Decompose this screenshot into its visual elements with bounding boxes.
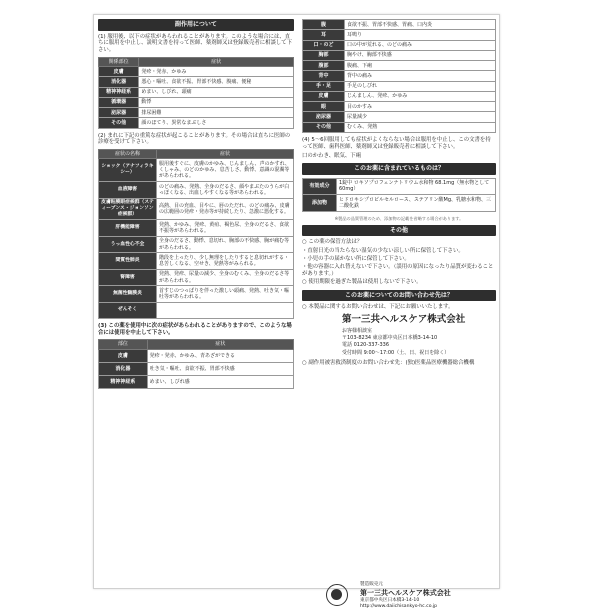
cell-part: 消化器: [99, 77, 139, 87]
symptoms-table-continued: [302, 19, 496, 133]
cell-part: 皮膚: [99, 67, 139, 77]
left-column: [98, 19, 294, 584]
cell-symptom: 尿量減少: [344, 112, 495, 122]
table-row: [303, 102, 496, 112]
right-column: [302, 19, 496, 584]
other-header: その他: [302, 225, 496, 237]
cell-symptom: 口の中が荒れる、のどの痛み: [344, 40, 495, 50]
cell-part: 泌尿器: [303, 112, 345, 122]
cell-part: 手・足: [303, 81, 345, 91]
cell-symptom: 胸やけ、胸部不快感: [344, 50, 495, 60]
list-item: ・直射日光の当たらない湿気の少ない涼しい所に保管して下さい。: [302, 247, 464, 254]
side-effects-header: 副作用について: [98, 19, 294, 31]
company-logo-icon: [326, 584, 348, 606]
table-row: [303, 122, 496, 132]
cell-key: 添加物: [303, 195, 337, 212]
cell-symptom: 吐き気・嘔吐、食欲不振、胃部不快感: [147, 362, 293, 375]
cell-part: 背中: [303, 71, 345, 81]
address-line: 〒103-8234 東京都中央区日本橋3-14-10: [342, 335, 438, 342]
cell-symptom: 目のかすみ: [344, 102, 495, 112]
cell-symptom: 階段を上ったり、少し無理をしたりすると息切れがする・息苦しくなる、空せき、発熱等がみられる。: [157, 253, 294, 270]
table-row: [303, 30, 496, 40]
list-item: ○ 使用期限を過ぎた製品は使用しないで下さい。: [302, 279, 422, 285]
cell-symptom: 手足のしびれ: [344, 81, 495, 91]
intro-paragraph-1: (1) 服用後、以下の症状があらわれることがあります。このような場合には、直ちに服用を中止し、説明文書を持って医師、薬剤師又は登録販売者に相談して下さい。: [98, 33, 293, 53]
table-header: 症状: [147, 340, 293, 349]
relief-system-paragraph: ○ 副作用被害救済制度のお問い合わせ先：(独)医薬品医療機器総合機構: [302, 359, 475, 366]
table-row: [99, 220, 294, 237]
cell-part: 泌尿器: [99, 108, 139, 118]
table-row: [303, 178, 496, 195]
cell-symptom: めまい、しびれ感: [147, 375, 293, 388]
cell-symptom: 顔のほてり、異常なまぶしさ: [139, 118, 294, 128]
serious-symptoms-table: [98, 149, 294, 319]
cell-part: その他: [99, 118, 139, 128]
table-row: [99, 159, 294, 182]
table-row: [99, 87, 294, 97]
cell-symptom: 首すじのつっぱりを伴った激しい頭痛、発熱、吐き気・嘔吐等があらわれる。: [157, 286, 294, 303]
address-line: 受付時間 9:00〜17:00（土、日、祝日を除く）: [342, 349, 450, 356]
table-row: [303, 71, 496, 81]
table-row: [99, 375, 294, 388]
footer-url: http://www.daiichisankyo-hc.co.jp: [360, 604, 438, 610]
cell-symptom: 全身のだるさ、動悸、息切れ、胸部の不快感、胸が痛む等があらわれる。: [157, 236, 294, 253]
cell-symptom: 動悸: [139, 97, 294, 107]
table-row: [99, 182, 294, 199]
contact-line: ○ 本製品に関するお問い合わせは、下記にお願いいたします。: [302, 304, 454, 311]
cell-symptom: むくみ、発熱: [344, 122, 495, 132]
cell-part: 胸部: [303, 50, 345, 60]
table-header: 部位: [99, 340, 148, 349]
cell-part: 消化器: [99, 362, 148, 375]
table-header: 関係部位: [99, 57, 139, 66]
cell-key: 有効成分: [303, 178, 337, 195]
table-row: [99, 108, 294, 118]
cell-name: 肝機能障害: [99, 220, 157, 237]
cell-symptom: めまい、しびれ、頭痛: [139, 87, 294, 97]
cell-name: 無菌性髄膜炎: [99, 286, 157, 303]
table-row: [99, 77, 294, 87]
intro-paragraph-3: (3) この薬を使用中に次の症状があらわれることがありますので、このような場合には使用を中止して下さい。: [98, 322, 292, 336]
table-header: 症状: [157, 150, 294, 159]
footer-address: 東京都中央区日本橋3-14-10: [360, 598, 420, 604]
table-row: [99, 118, 294, 128]
cell-part: 口・のど: [303, 40, 345, 50]
table-row: [99, 198, 294, 220]
cell-part: 精神神経系: [99, 87, 139, 97]
cell-symptom: 高熱、目の充血、目やに、唇のただれ、のどの痛み、皮膚の広範囲の発疹・発赤等が持続したり、急激に悪化する。: [157, 198, 294, 220]
cell-symptom: 発熱、かゆみ、発疹、黄疸、褐色尿、全身のだるさ、食欲不振等があらわれる。: [157, 220, 294, 237]
minor-symptoms-table: [98, 339, 294, 388]
cell-part: 腹: [303, 20, 345, 30]
cell-name: うっ血性心不全: [99, 236, 157, 253]
table-row: [99, 67, 294, 77]
cell-name: 皮膚粘膜眼症候群（スティーブンス・ジョンソン症候群）: [99, 198, 157, 220]
continued-use-paragraph: (4) 5〜6回服用しても症状がよくならない場合は服用を中止し、この文書を持って医師、歯科医師、薬剤師又は登録販売者に相談して下さい。: [302, 136, 491, 150]
intro-paragraph-2: (2) まれに下記の重篤な症状が起こることがあります。その場合は直ちに医師の診療を受けて下さい。: [98, 132, 291, 146]
table-header: 症状: [139, 57, 294, 66]
cell-part: 耳: [303, 30, 345, 40]
cell-symptom: 食欲不振、胃部不快感、胃痛、口内炎: [344, 20, 495, 30]
ingredients-header: このお薬に含まれているものは？: [302, 163, 496, 175]
table-row: [303, 40, 496, 50]
cell-part: 精神神経系: [99, 375, 148, 388]
table-row: [303, 195, 496, 212]
footer-company: 第一三共ヘルスケア株式会社: [360, 588, 451, 597]
cell-value: 1錠中 ロキソプロフェンナトリウム水和物 68.1mg（無水物として60mg）: [337, 178, 496, 195]
list-item: ・小児の手の届かない所に保管して下さい。: [302, 255, 410, 262]
cell-value: ヒドロキシプロピルセルロース、ステアリン酸Mg、乳糖水和物、三二酸化鉄: [337, 195, 496, 212]
table-row: [99, 302, 294, 318]
cell-symptom: 悪心・嘔吐、食欲不振、胃部不快感、腹痛、便秘: [139, 77, 294, 87]
cell-name: 間質性肺炎: [99, 253, 157, 270]
table-row: [303, 61, 496, 71]
cell-symptom: のどの痛み、発熱、全身のだるさ、顔やまぶたのうらが白っぽくなる、出血しやすくなる等があらわれる。: [157, 182, 294, 199]
storage-list: [302, 239, 496, 286]
list-item: ○ この薬の保管方法は？: [302, 239, 363, 246]
leaflet-page: [93, 14, 500, 610]
table-row: [303, 50, 496, 60]
cell-part: その他: [303, 122, 345, 132]
cell-part: 皮膚: [99, 349, 148, 362]
contact-address: [302, 328, 496, 356]
table-row: [99, 97, 294, 107]
cell-symptom: [157, 302, 294, 318]
cell-symptom: 腹痛、下痢: [344, 61, 495, 71]
cell-name: 腎障害: [99, 269, 157, 286]
table-row: [99, 349, 294, 362]
cell-name: ショック（アナフィラキシー）: [99, 159, 157, 182]
ingredients-note: ※製品の品質管理のため、添加物の記載を省略する場合があります。: [334, 215, 464, 221]
cell-part: 腹部: [303, 61, 345, 71]
address-line: 電話 0120-337-336: [342, 342, 390, 349]
table-header: 症状の名称: [99, 150, 157, 159]
cell-symptom: 発疹・発赤、かゆみ、青あざができる: [147, 349, 293, 362]
table-row: [303, 81, 496, 91]
cell-part: 眼: [303, 102, 345, 112]
table-row: [99, 286, 294, 303]
cell-symptom: 服用後すぐに、皮膚のかゆみ、じんましん、声のかすれ、くしゃみ、のどのかゆみ、息苦しさ、動悸、意識の混濁等があらわれる。: [157, 159, 294, 182]
cell-part: 循環器: [99, 97, 139, 107]
ingredients-table: [302, 178, 496, 212]
company-name: 第一三共ヘルスケア株式会社: [342, 314, 466, 325]
cell-symptom: 耳鳴り: [344, 30, 495, 40]
address-line: お客様相談室: [342, 327, 373, 334]
cell-symptom: 背中の痛み: [344, 71, 495, 81]
continued-use-symptoms: 口のかわき、眠気、下痢: [302, 153, 362, 160]
list-item: ・他の容器に入れ替えないで下さい。（誤用の原因になったり品質が変わることがあります。）: [302, 264, 494, 277]
cell-symptom: 排尿困難: [139, 108, 294, 118]
footer-maker: 製造販売元: [360, 582, 383, 587]
table-row: [303, 91, 496, 101]
table-row: [99, 253, 294, 270]
table-row: [99, 236, 294, 253]
table-row: [99, 269, 294, 286]
table-row: [99, 362, 294, 375]
cell-symptom: じんましん、発疹、かゆみ: [344, 91, 495, 101]
table-row: [303, 112, 496, 122]
contact-header: このお薬についてのお問い合わせ先は？: [302, 290, 496, 302]
footer-text: [360, 582, 451, 610]
cell-name: ぜんそく: [99, 302, 157, 318]
cell-symptom: 発熱、発疹、尿量の減少、全身のむくみ、全身のだるさ等があらわれる。: [157, 269, 294, 286]
cell-part: 皮膚: [303, 91, 345, 101]
side-effects-table: [98, 57, 294, 129]
cell-name: 血液障害: [99, 182, 157, 199]
table-row: [303, 20, 496, 30]
cell-symptom: 発疹・発赤、かゆみ: [139, 67, 294, 77]
